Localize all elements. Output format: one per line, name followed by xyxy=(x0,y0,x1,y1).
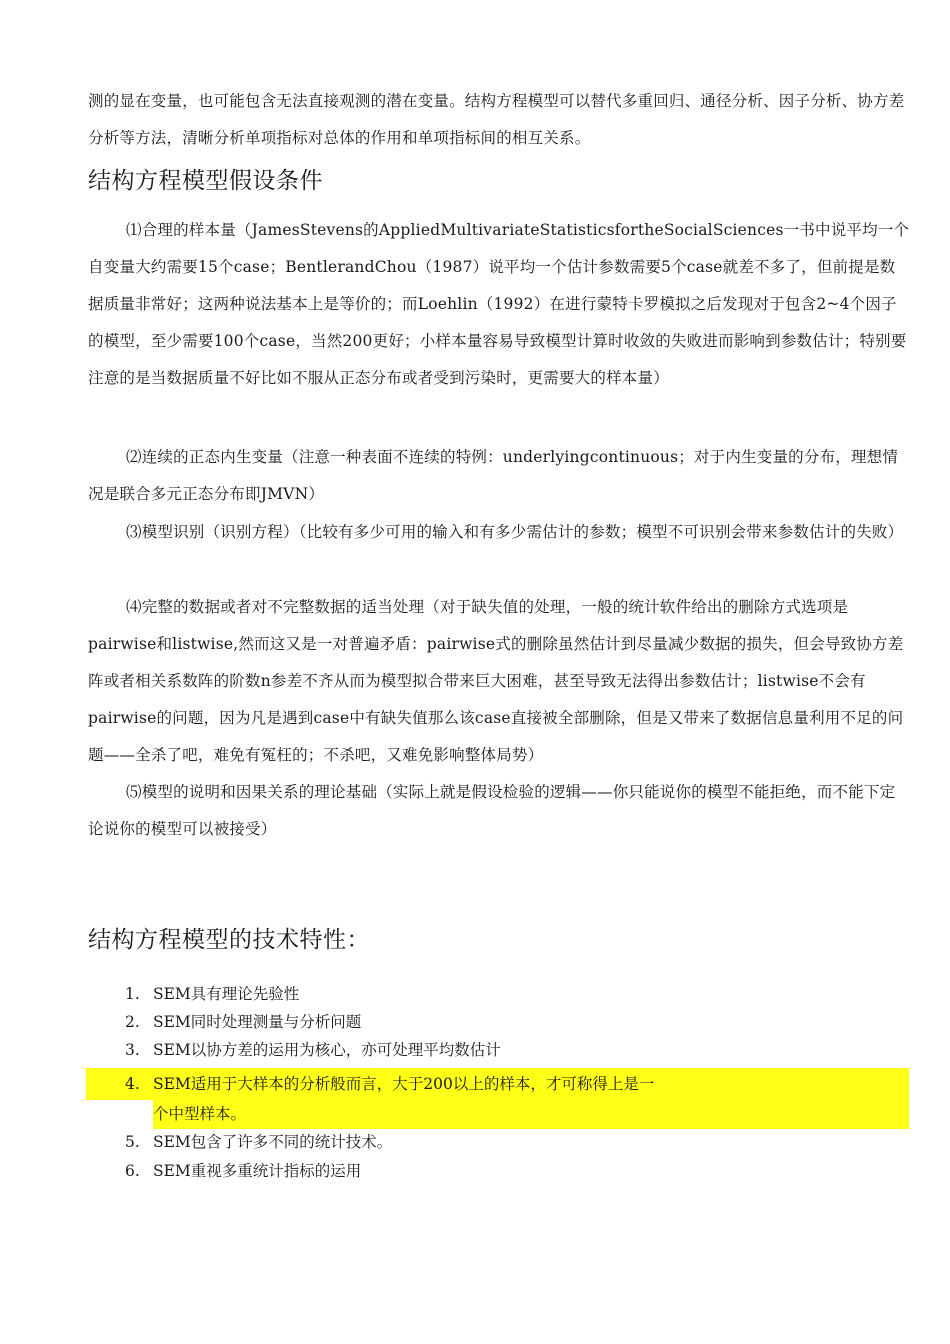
list-item-number: 2. xyxy=(125,1013,140,1031)
list-item-text: SEM适用于大样本的分析般而言，大于200以上的样本，才可称得上是一 xyxy=(153,1075,655,1093)
list-item-number: 1. xyxy=(125,985,140,1003)
list-item-text: SEM具有理论先验性 xyxy=(153,985,300,1003)
list-item-text: SEM重视多重统计指标的运用 xyxy=(153,1162,362,1180)
list-item-number: 3. xyxy=(125,1041,140,1059)
list-item xyxy=(125,1008,361,1036)
list-item xyxy=(125,1036,501,1064)
highlight-band xyxy=(153,1099,909,1129)
list-item xyxy=(125,1157,361,1185)
assumption-item-4: ⑷完整的数据或者对不完整数据的适当处理（对于缺失值的处理，一般的统计软件给出的删除方式选项是pairwise和listwise,然而这又是一对普遍矛盾：pairwise式的删除虽然估计到尽量减少数据的损失，但会导致协方差阵或者相关系数阵的阶数n参差不齐从而为模型拟合带来巨大困难，甚至导致无法得出参数估计；listwise不会有pairwise的问题，因为凡是遇到case中有缺失值那么该case直接被全部删除，但是又带来了数据信息量利用不足的问题——全杀了吧，难免有冤枉的；不杀吧，又难免影响整体局势） xyxy=(88,598,904,764)
list-item-text: SEM包含了许多不同的统计技术。 xyxy=(153,1133,393,1151)
section-heading-features: 结构方程模型的技术特性： xyxy=(88,927,370,953)
assumption-item-2: ⑵连续的正态内生变量（注意一种表面不连续的特例：underlyingcontinuous；对于内生变量的分布，理想情况是联合多元正态分布即JMVN） xyxy=(88,448,899,503)
assumption-item-5: ⑸模型的说明和因果关系的理论基础（实际上就是假设检验的逻辑——你只能说你的模型不能拒绝，而不能下定论说你的模型可以被接受） xyxy=(88,783,896,838)
list-item-text: SEM同时处理测量与分析问题 xyxy=(153,1013,362,1031)
assumption-item-3: ⑶模型识别（识别方程）（比较有多少可用的输入和有多少需估计的参数；模型不可识别会带来参数估计的失败） xyxy=(126,523,904,541)
intro-paragraph: 测的显在变量，也可能包含无法直接观测的潜在变量。结构方程模型可以替代多重回归、通径分析、因子分析、协方差分析等方法，清晰分析单项指标对总体的作用和单项指标间的相互关系。 xyxy=(88,92,905,147)
list-item xyxy=(125,980,299,1008)
list-item-number: 4. xyxy=(125,1075,140,1093)
list-item-number: 6. xyxy=(125,1162,140,1180)
list-item xyxy=(125,1128,392,1156)
assumption-item-1: ⑴合理的样本量（JamesStevens的AppliedMultivariateStatisticsfortheSocialSciences一书中说平均一个自变量大约需要15个case；BentlerandChou（1987）说平均一个估计参数需要5个case就差不多了，但前提是数据质量非常好；这两种说法基本上是等价的；而Loehlin（1992）在进行蒙特卡罗模拟之后发现对于包含2~4个因子的模型，至少需要100个case，当然200更好；小样本量容易导致模型计算时收敛的失败进而影响到参数估计；特别要注意的是当数据质量不好比如不服从正态分布或者受到污染时，更需要大的样本量） xyxy=(88,221,910,387)
list-item-continuation: 个中型样本。 xyxy=(153,1105,247,1123)
list-item-text: SEM以协方差的运用为核心，亦可处理平均数估计 xyxy=(153,1041,501,1059)
list-item-number: 5. xyxy=(125,1133,140,1151)
list-item xyxy=(125,1070,654,1098)
section-heading-assumptions: 结构方程模型假设条件 xyxy=(88,168,323,194)
